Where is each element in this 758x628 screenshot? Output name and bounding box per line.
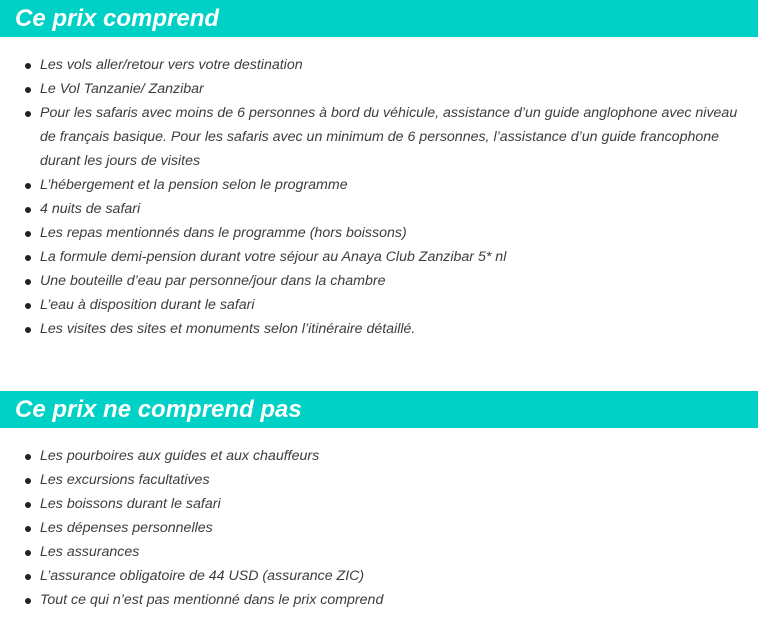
excluded-section-header bbox=[0, 391, 758, 428]
bullet-icon bbox=[25, 279, 31, 285]
bullet-icon bbox=[25, 303, 31, 309]
bullet-icon bbox=[25, 550, 31, 556]
included-item-text: Pour les safaris avec moins de 6 personnes à bord du véhicule, assistance d’un guide anglophone avec niveau de français basique. Pour les safaris avec un minimum de 6 personnes, l’assistance d’un guide francophone durant les jours de visites bbox=[40, 105, 738, 169]
bullet-icon bbox=[25, 87, 31, 93]
bullet-icon bbox=[25, 598, 31, 604]
excluded-item-text: Les pourboires aux guides et aux chauffeurs bbox=[40, 448, 320, 464]
included-item bbox=[0, 197, 758, 221]
included-item bbox=[0, 317, 758, 341]
included-item bbox=[0, 173, 758, 197]
included-item-text: Une bouteille d’eau par personne/jour dans la chambre bbox=[40, 273, 386, 289]
excluded-item-text: Les boissons durant le safari bbox=[40, 496, 221, 512]
included-item-text: La formule demi-pension durant votre séjour au Anaya Club Zanzibar 5* nl bbox=[40, 249, 507, 265]
excluded-item bbox=[0, 492, 758, 516]
included-list bbox=[0, 53, 758, 341]
excluded-item-text: Les excursions facultatives bbox=[40, 472, 210, 488]
included-section-title: Ce prix comprend bbox=[15, 5, 220, 32]
excluded-list bbox=[0, 444, 758, 612]
bullet-icon bbox=[25, 207, 31, 213]
included-section-header bbox=[0, 0, 758, 37]
included-item-text: Les vols aller/retour vers votre destination bbox=[40, 57, 303, 73]
included-item-text: Les repas mentionnés dans le programme (hors boissons) bbox=[40, 225, 407, 241]
excluded-item-text: Les dépenses personnelles bbox=[40, 520, 213, 536]
bullet-icon bbox=[25, 327, 31, 333]
included-item bbox=[0, 53, 758, 77]
bullet-icon bbox=[25, 574, 31, 580]
excluded-item bbox=[0, 564, 758, 588]
bullet-icon bbox=[25, 63, 31, 69]
bullet-icon bbox=[25, 478, 31, 484]
excluded-item-text: Les assurances bbox=[40, 544, 140, 560]
excluded-section-title: Ce prix ne comprend pas bbox=[15, 396, 302, 423]
included-item bbox=[0, 293, 758, 317]
included-item-text: 4 nuits de safari bbox=[40, 201, 141, 217]
excluded-item bbox=[0, 444, 758, 468]
included-item bbox=[0, 101, 758, 173]
excluded-item bbox=[0, 588, 758, 612]
included-item bbox=[0, 245, 758, 269]
bullet-icon bbox=[25, 502, 31, 508]
included-item bbox=[0, 221, 758, 245]
included-item bbox=[0, 269, 758, 293]
excluded-item bbox=[0, 468, 758, 492]
bullet-icon bbox=[25, 526, 31, 532]
included-item bbox=[0, 77, 758, 101]
excluded-item-text: Tout ce qui n’est pas mentionné dans le prix comprend bbox=[40, 592, 384, 608]
included-item-text: L’eau à disposition durant le safari bbox=[40, 297, 255, 313]
bullet-icon bbox=[25, 231, 31, 237]
bullet-icon bbox=[25, 255, 31, 261]
excluded-item bbox=[0, 516, 758, 540]
bullet-icon bbox=[25, 111, 31, 117]
excluded-item bbox=[0, 540, 758, 564]
bullet-icon bbox=[25, 183, 31, 189]
excluded-item-text: L’assurance obligatoire de 44 USD (assurance ZIC) bbox=[40, 568, 365, 584]
bullet-icon bbox=[25, 454, 31, 460]
included-item-text: Le Vol Tanzanie/ Zanzibar bbox=[40, 81, 204, 97]
included-item-text: Les visites des sites et monuments selon l’itinéraire détaillé. bbox=[40, 321, 416, 337]
included-item-text: L’hébergement et la pension selon le programme bbox=[40, 177, 348, 193]
